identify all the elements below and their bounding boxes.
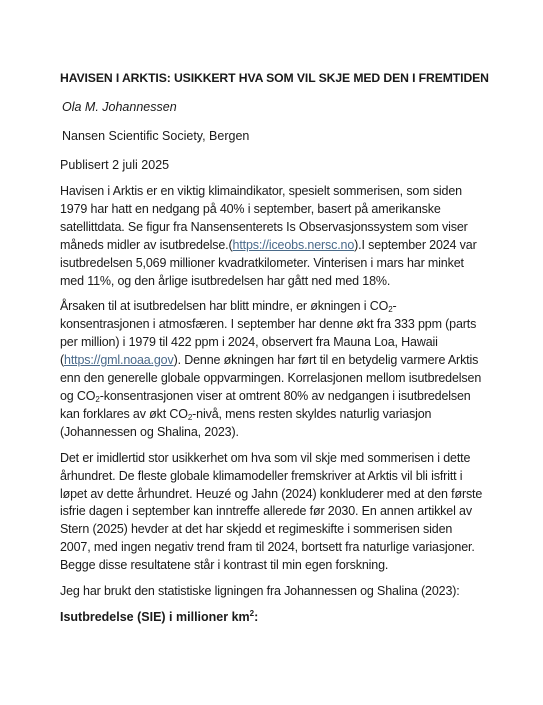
equation-heading-colon: : [254,609,259,624]
paragraph-2-text-b: -konsentrasjonen i atmosfæren. I september har denne økt fra 333 ppm (parts per million) i 1979 til 422 ppm i 2024, observert fra Mauna Loa, Hawaii ( [60,299,477,368]
paragraph-2-text-d: -konsentrasjonen viser at omtrent 80% av nedgangen i isutbredelsen kan forklares av økt CO [60,388,471,421]
article [60,70,489,626]
author-name: Ola M. Johannessen [62,100,177,114]
iceobs-link[interactable]: https://iceobs.nersc.no [232,237,355,252]
affiliation: Nansen Scientific Society, Bergen [62,129,250,143]
paragraph-2-text-a: Årsaken til at isutbredelsen har blitt mindre, er økningen i CO [60,299,389,314]
paragraph-2-text-c: ). Denne økningen har ført til en betydelig varmere Arktis enn den generelle globale oppvarmingen. Korrelasjonen mellom isutbredelsen og CO [60,353,482,403]
article-title: HAVISEN I ARKTIS: USIKKERT HVA SOM VIL SKJE MED DEN I FREMTIDEN [60,71,489,85]
publication-date: Publisert 2 juli 2025 [60,158,170,172]
equation-heading-text: Isutbredelse (SIE) i millioner km [60,609,250,624]
km2-superscript: 2 [249,608,255,618]
equation-heading [60,609,485,626]
paragraph-2-text-e: -nivå, mens resten skyldes naturlig variasjon (Johannessen og Shalina, 2023). [60,406,432,439]
paragraph-1-text-b: ).I september 2024 var isutbredelsen 5,069 millioner kvadratkilometer. Vinterisen i mars har minket med 11%, og den årlige isutbredelsen har gått ned med 18%. [60,237,477,288]
paragraph-1-text-a: Havisen i Arktis er en viktig klimaindikator, spesielt sommerisen, som siden 1979 har hatt en nedgang på 40% i september, basert på amerikanske satellittdata. Se figur fra Nansensenterets Is Observasjonssystem som viser måneds midler av isutbredelse.( [60,184,468,252]
paragraph-3: Det er imidlertid stor usikkerhet om hva som vil skje med sommerisen i dette århundret. De fleste globale klimamodeller fremskriver at Arktis vil bli isfritt i løpet av dette århundret. Heuzé og Jahn (2024) konkluderer med at den første isfrie dagen i september kan inntreffe allerede før 2030. En annen artikkel av Stern (2025) hevder at det har skjedd et regimeskifte i sommerisen siden 2007, med ingen negativ trend fram til 2024, bortsett fra naturlige variasjoner. Begge disse resultatene står i kontrast til min egen forskning. [60,450,483,573]
noaa-link[interactable]: https://gml.noaa.gov [64,353,174,368]
co2-subscript: 2 [388,305,393,315]
co2-subscript: 2 [95,394,100,404]
paragraph-4: Jeg har brukt den statistiske ligningen fra Johannessen og Shalina (2023): [60,584,460,599]
paragraph-2 [60,298,485,441]
paragraph-1 [60,183,485,290]
co2-subscript: 2 [187,412,193,422]
